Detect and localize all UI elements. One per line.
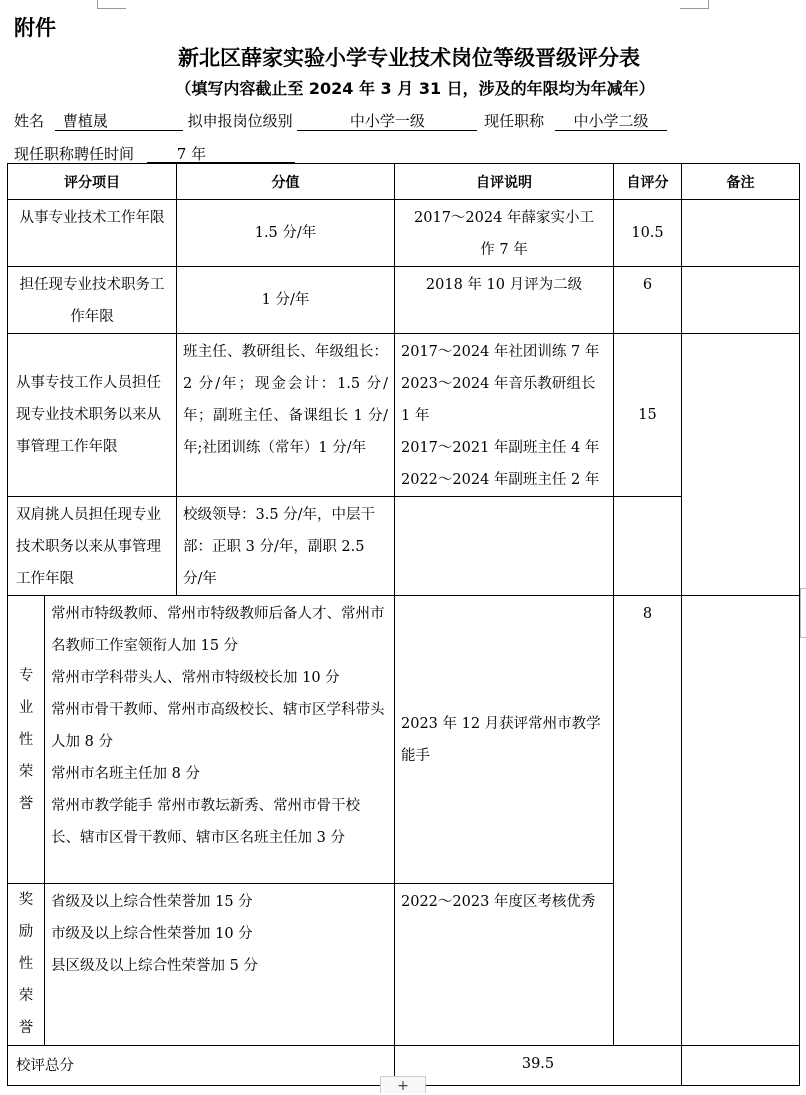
desc-cell[interactable]: 2018 年 10 月评为二级 <box>395 267 614 334</box>
apply-level-field[interactable]: 中小学一级 <box>297 112 477 131</box>
table-row <box>8 267 800 334</box>
desc-line: 2023～2024 年音乐教研组长 1 年 <box>401 376 596 424</box>
add-row-button[interactable]: + <box>380 1076 426 1093</box>
score-cell[interactable]: 8 <box>614 596 682 1046</box>
desc-cell[interactable] <box>395 334 614 497</box>
item-cell: 双肩挑人员担任现专业技术职务以来从事管理工作年限 <box>8 497 177 596</box>
award-honor-label: 奖 励 性 荣 誉 <box>8 884 45 1046</box>
award-honor-rules <box>45 884 395 1046</box>
remark-cell[interactable] <box>682 200 800 267</box>
rule-line: 省级及以上综合性荣誉加 15 分 <box>51 894 253 910</box>
item-cell: 从事专技工作人员担任现专业技术职务以来从事管理工作年限 <box>8 334 177 497</box>
desc-cell[interactable]: 2017～2024 年薛家实小工作 7 年 <box>395 200 614 267</box>
attachment-label: 附件 <box>14 16 56 40</box>
score-cell[interactable] <box>614 497 682 596</box>
remark-cell[interactable] <box>682 334 800 596</box>
table-row <box>8 497 800 596</box>
rule-line: 县区级及以上综合性荣誉加 5 分 <box>51 958 258 974</box>
desc-cell[interactable] <box>395 497 614 596</box>
rule-line: 市级及以上综合性荣誉加 10 分 <box>51 926 253 942</box>
page-corner-mark <box>680 0 709 9</box>
tenure-field[interactable]: 7 年 <box>147 145 295 163</box>
item-cell: 从事专业技术工作年限 <box>8 200 177 267</box>
score-cell[interactable]: 10.5 <box>614 200 682 267</box>
page-corner-mark <box>97 0 126 9</box>
table-row <box>8 334 800 497</box>
prof-honor-label: 专 业 性 荣 誉 <box>8 596 45 884</box>
desc-cell[interactable]: 2023 年 12 月获评常州市教学能手 <box>395 596 614 884</box>
current-title-label: 现任职称 <box>484 112 545 130</box>
table-row <box>8 200 800 267</box>
desc-line: 2017～2024 年社团训练 7 年 <box>401 344 600 360</box>
scroll-marker <box>800 588 806 638</box>
remark-cell[interactable] <box>682 1046 800 1086</box>
tenure-label: 现任职称聘任时间 <box>14 145 135 163</box>
rule-line: 常州市特级教师、常州市特级教师后备人才、常州市名教师工作室领衔人加 15 分 <box>51 606 385 654</box>
rule-line: 常州市名班主任加 8 分 <box>51 766 200 782</box>
value-cell: 1 分/年 <box>177 267 395 334</box>
remark-cell[interactable] <box>682 267 800 334</box>
rule-line: 常州市学科带头人、常州市特级校长加 10 分 <box>51 670 340 686</box>
rule-line: 常州市骨干教师、常州市高级校长、辖市区学科带头人加 8 分 <box>51 702 385 750</box>
info-row-1 <box>14 110 667 131</box>
value-cell: 1.5 分/年 <box>177 200 395 267</box>
name-field[interactable]: 曹植晟 <box>55 112 183 131</box>
col-header-value: 分值 <box>177 164 395 200</box>
value-cell: 班主任、教研组长、年级组长：2 分/年；现金会计：1.5 分/年；副班主任、备课组长 1 分/年;社团训练（常年）1 分/年 <box>177 334 395 497</box>
page-subtitle: （填写内容截止至 2024 年 3 月 31 日，涉及的年限均为年减年） <box>175 79 655 98</box>
info-row-2 <box>14 143 295 164</box>
remark-cell[interactable] <box>682 596 800 1046</box>
value-cell: 校级领导：3.5 分/年，中层干部：正职 3 分/年，副职 2.5 分/年 <box>177 497 395 596</box>
rule-line: 常州市教学能手 常州市教坛新秀、常州市骨干校长、辖市区骨干教师、辖市区名班主任加 3 分 <box>51 798 361 846</box>
page-title: 新北区薛家实验小学专业技术岗位等级晋级评分表 <box>178 46 640 70</box>
col-header-score: 自评分 <box>614 164 682 200</box>
apply-level-label: 拟申报岗位级别 <box>187 112 293 130</box>
score-cell[interactable]: 15 <box>614 334 682 497</box>
desc-line: 2017～2021 年副班主任 4 年 <box>401 440 600 456</box>
col-header-desc: 自评说明 <box>395 164 614 200</box>
desc-cell[interactable]: 2022～2023 年度区考核优秀 <box>395 884 614 1046</box>
current-title-field[interactable]: 中小学二级 <box>555 112 667 131</box>
col-header-remark: 备注 <box>682 164 800 200</box>
total-label: 校评总分 <box>8 1046 395 1086</box>
table-header-row <box>8 164 800 200</box>
score-cell[interactable]: 6 <box>614 267 682 334</box>
total-score[interactable]: 39.5 <box>395 1046 682 1086</box>
name-label: 姓名 <box>14 112 45 130</box>
table-row <box>8 596 800 884</box>
col-header-item: 评分项目 <box>8 164 177 200</box>
item-cell: 担任现专业技术职务工作年限 <box>8 267 177 334</box>
prof-honor-rules <box>45 596 395 884</box>
score-table <box>7 163 800 1086</box>
desc-line: 2022～2024 年副班主任 2 年 <box>401 472 600 488</box>
